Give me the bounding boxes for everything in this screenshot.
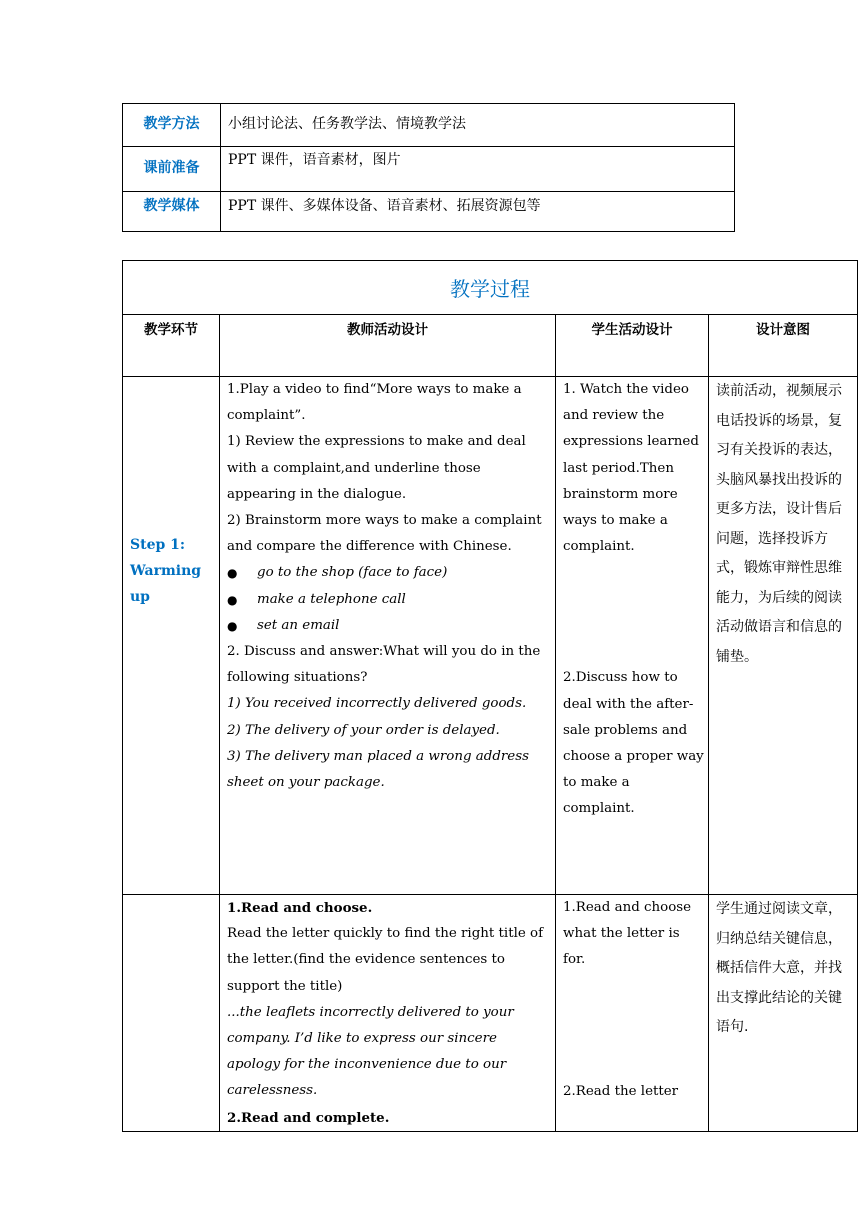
student-text: 2.Discuss how to deal with the after-sale problems and choose a proper way to make a complaint.	[563, 670, 704, 817]
evidence-quote: ...the leaflets incorrectly delivered to your company. I’d like to express our sincere apology for the inconvenience due to our carelessness.	[227, 1004, 514, 1099]
situation-item: 2) The delivery of your order is delayed.	[227, 722, 500, 738]
step1-student-activity	[556, 377, 709, 895]
header-intent: 设计意图	[709, 315, 858, 377]
header-teacher: 教师活动设计	[220, 315, 556, 377]
info-value: PPT 课件，语音素材，图片	[221, 147, 735, 192]
info-label: 课前准备	[123, 147, 221, 192]
process-table	[122, 260, 858, 1132]
teacher-text: 2) Brainstorm more ways to make a complaint and compare the difference with Chinese.	[227, 513, 542, 555]
student-text: 1. Watch the video and review the expressions learned last period.Then brainstorm more ways to make a complaint.	[563, 382, 699, 555]
step2-student-activity	[556, 895, 709, 1132]
situation-item: 3) The delivery man placed a wrong address sheet on your package.	[227, 748, 529, 791]
header-student: 学生活动设计	[556, 315, 709, 377]
step2-label	[123, 895, 220, 1132]
bullet-item: ● go to the shop (face to face)	[227, 560, 551, 586]
activity-heading: 1.Read and choose.	[227, 900, 373, 916]
student-text: 2.Read the letter	[563, 1083, 679, 1099]
teacher-text: 1) Review the expressions to make and deal with a complaint,and underline those appearing in the dialogue.	[227, 434, 526, 502]
step1-teacher-activity	[220, 377, 556, 895]
info-label: 教学媒体	[123, 192, 221, 232]
teacher-text: Read the letter quickly to find the right title of the letter.(find the evidence sentences to support the title)	[227, 926, 544, 994]
step2-teacher-activity	[220, 895, 556, 1132]
bullet-item: ● make a telephone call	[227, 587, 551, 613]
info-label: 教学方法	[123, 104, 221, 147]
teacher-text: 1.Play a video to find“More ways to make a complaint”.	[227, 382, 522, 424]
info-value: PPT 课件、多媒体设备、语音素材、拓展资源包等	[221, 192, 735, 232]
teacher-text: 2. Discuss and answer:What will you do in the following situations?	[227, 644, 541, 686]
header-stage: 教学环节	[123, 315, 220, 377]
activity-heading: 2.Read and complete.	[227, 1109, 390, 1126]
step2-design-intent: 学生通过阅读文章，归纳总结关键信息，概括信件大意，并找出支撑此结论的关键语句.	[709, 895, 858, 1132]
info-value: 小组讨论法、任务教学法、情境教学法	[221, 104, 735, 147]
situation-item: 1) You received incorrectly delivered goods.	[227, 696, 527, 712]
step1-label: Step 1: Warming up	[123, 377, 220, 895]
student-text: 1.Read and choose what the letter is for.	[563, 900, 692, 968]
step1-design-intent: 读前活动，视频展示电话投诉的场景，复习有关投诉的表达，头脑风暴找出投诉的更多方法，设计售后问题，选择投诉方式，锻炼审辩性思维能力，为后续的阅读活动做语言和信息的铺垫。	[709, 377, 858, 895]
process-title: 教学过程	[123, 261, 858, 315]
bullet-item: ● set an email	[227, 613, 551, 639]
info-table	[122, 103, 735, 232]
